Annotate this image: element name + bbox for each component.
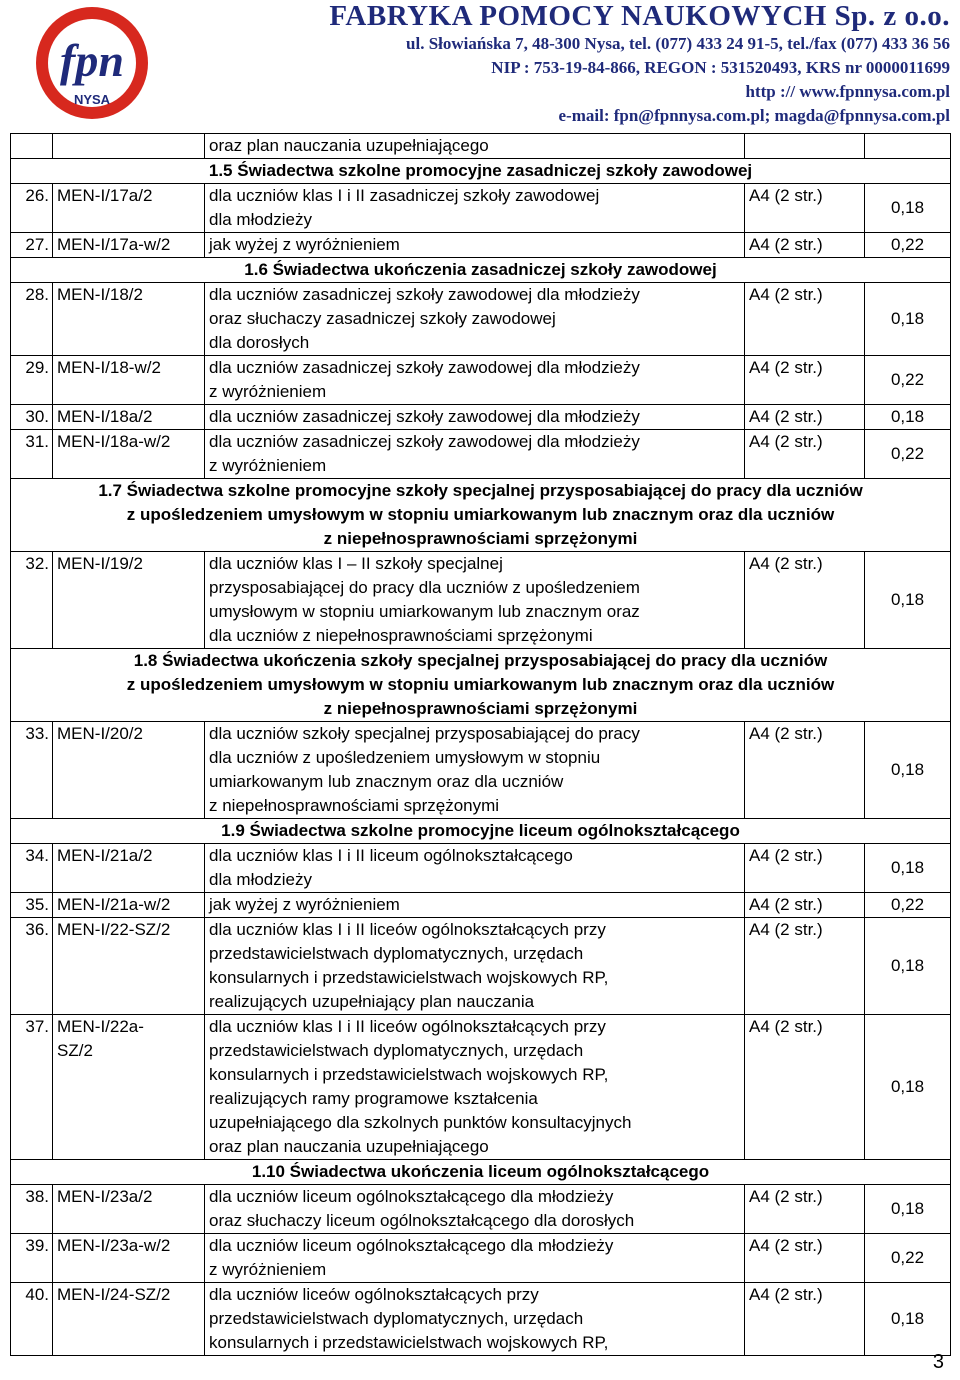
price: 0,22 xyxy=(865,1234,951,1283)
format: A4 (2 str.) xyxy=(745,1015,865,1160)
row-number: 38. xyxy=(11,1185,53,1234)
table-row xyxy=(11,134,951,159)
document-code: MEN-I/18/2 xyxy=(53,283,205,356)
logo-text: NYSA xyxy=(73,92,111,107)
registration-line: NIP : 753-19-84-866, REGON : 531520493, KRS nr 0000011699 xyxy=(491,58,950,77)
section-title: 1.7 Świadectwa szkolne promocyjne szkoły specjalnej przysposabiającej do pracy dla uczniów z upośledzeniem umysłowym w stopniu umiarkowanym lub znacznym oraz dla uczniów z niepełnosprawnościami sprzężonymi xyxy=(11,479,951,552)
table-row xyxy=(11,430,951,479)
table-row xyxy=(11,1283,951,1356)
document-code: MEN-I/18a-w/2 xyxy=(53,430,205,479)
description: dla uczniów zasadniczej szkoły zawodowej dla młodzieży oraz słuchaczy zasadniczej szkoły zawodowej dla dorosłych xyxy=(205,283,745,356)
format: A4 (2 str.) xyxy=(745,918,865,1015)
description: dla uczniów klas I – II szkoły specjalnej przysposabiającej do pracy dla uczniów z upośledzeniem umysłowym w stopniu umiarkowanym lub znacznym oraz dla uczniów z niepełnosprawnościami sprzężonymi xyxy=(205,552,745,649)
section-heading xyxy=(11,159,951,184)
document-code: MEN-I/18-w/2 xyxy=(53,356,205,405)
document-code: MEN-I/22-SZ/2 xyxy=(53,918,205,1015)
format: A4 (2 str.) xyxy=(745,893,865,918)
table-row xyxy=(11,405,951,430)
row-number: 28. xyxy=(11,283,53,356)
description: dla uczniów liceów ogólnokształcących przy przedstawicielstwach dyplomatycznych, urzędach konsularnych i przedstawicielstwach wojskowych RP, xyxy=(205,1283,745,1356)
page-number: 3 xyxy=(932,1351,944,1373)
company-info xyxy=(329,0,950,128)
price: 0,18 xyxy=(865,722,951,819)
website-line: http :// www.fpnnysa.com.pl xyxy=(745,82,950,101)
document-code: MEN-I/22a- SZ/2 xyxy=(53,1015,205,1160)
row-number: 39. xyxy=(11,1234,53,1283)
price: 0,18 xyxy=(865,405,951,430)
price: 0,18 xyxy=(865,1185,951,1234)
svg-text:fpn: fpn xyxy=(60,35,124,86)
table-row xyxy=(11,552,951,649)
format: A4 (2 str.) xyxy=(745,722,865,819)
section-heading xyxy=(11,649,951,722)
format: A4 (2 str.) xyxy=(745,1283,865,1356)
row-number: 27. xyxy=(11,233,53,258)
format: A4 (2 str.) xyxy=(745,430,865,479)
description: dla uczniów szkoły specjalnej przysposabiającej do pracy dla uczniów z upośledzeniem umysłowym w stopniu umiarkowanym lub znacznym oraz dla uczniów z niepełnosprawnościami sprzężonymi xyxy=(205,722,745,819)
document-code: MEN-I/23a/2 xyxy=(53,1185,205,1234)
section-heading xyxy=(11,258,951,283)
row-number: 36. xyxy=(11,918,53,1015)
table-row xyxy=(11,283,951,356)
price: 0,22 xyxy=(865,893,951,918)
row-number: 32. xyxy=(11,552,53,649)
address-line: ul. Słowiańska 7, 48-300 Nysa, tel. (077) 433 24 91-5, tel./fax (077) 433 36 56 xyxy=(406,34,950,53)
row-number: 40. xyxy=(11,1283,53,1356)
table-row xyxy=(11,1234,951,1283)
document-code: MEN-I/20/2 xyxy=(53,722,205,819)
format: A4 (2 str.) xyxy=(745,283,865,356)
price-table xyxy=(10,133,951,1356)
company-name: FABRYKA POMOCY NAUKOWYCH Sp. z o.o. xyxy=(329,0,950,32)
table-row xyxy=(11,722,951,819)
format: A4 (2 str.) xyxy=(745,184,865,233)
row-number: 37. xyxy=(11,1015,53,1160)
document-code: MEN-I/17a-w/2 xyxy=(53,233,205,258)
document-code: MEN-I/17a/2 xyxy=(53,184,205,233)
format: A4 (2 str.) xyxy=(745,1185,865,1234)
section-title: 1.5 Świadectwa szkolne promocyjne zasadniczej szkoły zawodowej xyxy=(11,159,951,184)
format: A4 (2 str.) xyxy=(745,405,865,430)
price: 0,18 xyxy=(865,844,951,893)
document-code: MEN-I/18a/2 xyxy=(53,405,205,430)
table-row xyxy=(11,356,951,405)
description: dla uczniów klas I i II zasadniczej szkoły zawodowej dla młodzieży xyxy=(205,184,745,233)
price: 0,22 xyxy=(865,430,951,479)
section-title: 1.8 Świadectwa ukończenia szkoły specjalnej przysposabiającej do pracy dla uczniów z upośledzeniem umysłowym w stopniu umiarkowanym lub znacznym oraz dla uczniów z niepełnosprawnościami sprzężonymi xyxy=(11,649,951,722)
format: A4 (2 str.) xyxy=(745,1234,865,1283)
row-number: 29. xyxy=(11,356,53,405)
table-row xyxy=(11,184,951,233)
row-number: 34. xyxy=(11,844,53,893)
description: dla uczniów liceum ogólnokształcącego dla młodzieży z wyróżnieniem xyxy=(205,1234,745,1283)
document-code: MEN-I/21a-w/2 xyxy=(53,893,205,918)
description: dla uczniów zasadniczej szkoły zawodowej dla młodzieży xyxy=(205,405,745,430)
section-heading xyxy=(11,1160,951,1185)
document-code: MEN-I/24-SZ/2 xyxy=(53,1283,205,1356)
continued-text: oraz plan nauczania uzupełniającego xyxy=(205,134,745,159)
section-title: 1.9 Świadectwa szkolne promocyjne liceum ogólnokształcącego xyxy=(11,819,951,844)
format: A4 (2 str.) xyxy=(745,844,865,893)
table-row xyxy=(11,233,951,258)
letterhead xyxy=(0,0,960,128)
price: 0,18 xyxy=(865,1283,951,1356)
table-row xyxy=(11,1185,951,1234)
description: dla uczniów klas I i II liceów ogólnokształcących przy przedstawicielstwach dyplomatycznych, urzędach konsularnych i przedstawicielstwach wojskowych RP, realizujących ramy programowe kształcenia uzupełniającego dla szkolnych punktów konsultacyjnych oraz plan nauczania uzupełniającego xyxy=(205,1015,745,1160)
description: dla uczniów zasadniczej szkoły zawodowej dla młodzieży z wyróżnieniem xyxy=(205,430,745,479)
price: 0,18 xyxy=(865,918,951,1015)
document-code: MEN-I/21a/2 xyxy=(53,844,205,893)
row-number: 26. xyxy=(11,184,53,233)
description: dla uczniów liceum ogólnokształcącego dla młodzieży oraz słuchaczy liceum ogólnokształcącego dla dorosłych xyxy=(205,1185,745,1234)
format: A4 (2 str.) xyxy=(745,356,865,405)
format: A4 (2 str.) xyxy=(745,233,865,258)
document-code: MEN-I/23a-w/2 xyxy=(53,1234,205,1283)
price: 0,22 xyxy=(865,233,951,258)
table-row xyxy=(11,893,951,918)
description: dla uczniów klas I i II liceów ogólnokształcących przy przedstawicielstwach dyplomatycznych, urzędach konsularnych i przedstawicielstwach wojskowych RP, realizujących uzupełniający plan nauczania xyxy=(205,918,745,1015)
document-code: MEN-I/19/2 xyxy=(53,552,205,649)
price: 0,18 xyxy=(865,184,951,233)
description: dla uczniów klas I i II liceum ogólnokształcącego dla młodzieży xyxy=(205,844,745,893)
row-number: 30. xyxy=(11,405,53,430)
section-heading xyxy=(11,819,951,844)
row-number: 35. xyxy=(11,893,53,918)
section-heading xyxy=(11,479,951,552)
company-logo xyxy=(8,4,176,122)
price: 0,18 xyxy=(865,552,951,649)
section-title: 1.10 Świadectwa ukończenia liceum ogólnokształcącego xyxy=(11,1160,951,1185)
price: 0,22 xyxy=(865,356,951,405)
description: jak wyżej z wyróżnieniem xyxy=(205,893,745,918)
price: 0,18 xyxy=(865,1015,951,1160)
format: A4 (2 str.) xyxy=(745,552,865,649)
price: 0,18 xyxy=(865,283,951,356)
table-row xyxy=(11,918,951,1015)
description: dla uczniów zasadniczej szkoły zawodowej dla młodzieży z wyróżnieniem xyxy=(205,356,745,405)
email-line: e-mail: fpn@fpnnysa.com.pl; magda@fpnnysa.com.pl xyxy=(558,106,950,125)
table-row xyxy=(11,844,951,893)
description: jak wyżej z wyróżnieniem xyxy=(205,233,745,258)
table-row xyxy=(11,1015,951,1160)
section-title: 1.6 Świadectwa ukończenia zasadniczej szkoły zawodowej xyxy=(11,258,951,283)
row-number: 31. xyxy=(11,430,53,479)
row-number: 33. xyxy=(11,722,53,819)
